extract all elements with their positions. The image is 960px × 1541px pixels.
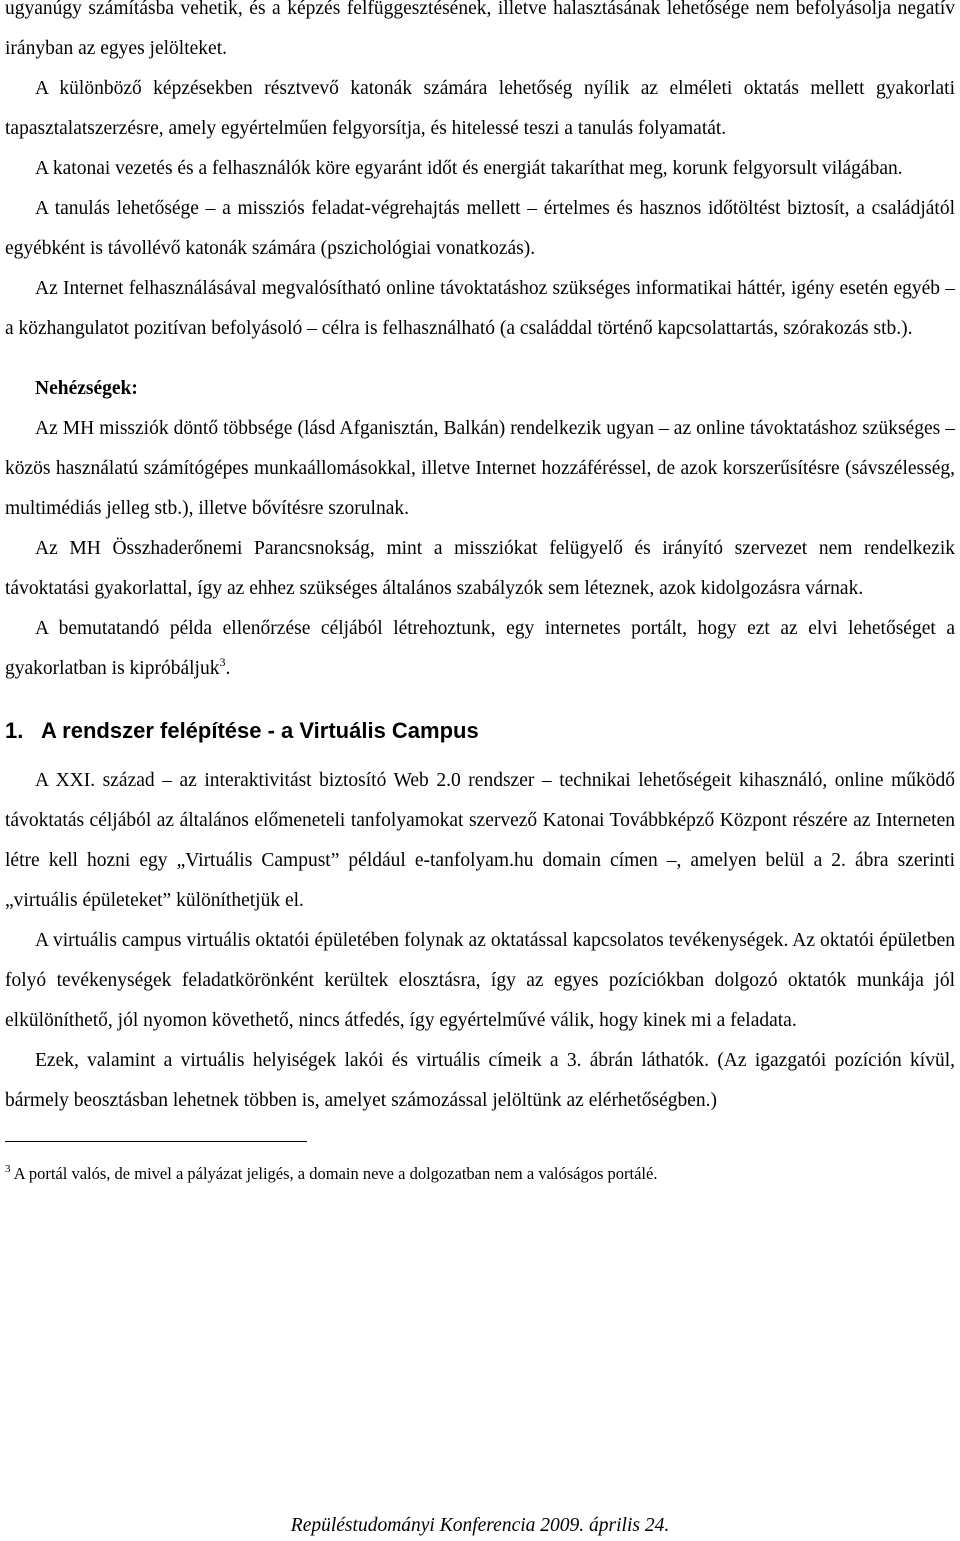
paragraph-mission-infrastructure: Az MH missziók döntő többsége (lásd Afganisztán, Balkán) rendelkezik ugyan – az online távoktatáshoz szükséges – közös használatú számítógépes munkaállomásokkal, illetve Internet hozzáféréssel, de azok korszerűsítésre (sávszélesség, multimédiás jelleg stb.), illetve bővítésre szorulnak. (5, 418, 955, 519)
footnote-marker: 3 (5, 1163, 11, 1175)
spacer (0, 349, 960, 369)
footnote-text: A portál valós, de mivel a pályázat jeligés, a domain neve a dolgozatban nem a valóságos portálé. (13, 1164, 658, 1183)
paragraph-time-saving: A katonai vezetés és a felhasználók köre egyaránt időt és energiát takaríthat meg, korunk felgyorsult világában. (35, 158, 903, 179)
section-title: A rendszer felépítése - a Virtuális Campus (41, 718, 479, 743)
example-end: . (225, 658, 231, 679)
difficulties-heading: Nehézségek: (35, 378, 138, 399)
section-heading (0, 711, 960, 751)
paragraph-learning-opportunity: A tanulás lehetősége – a missziós feladat-végrehajtás mellett – értelmes és hasznos időtöltést biztosít, a családjától egyébként is távollévő katonák számára (pszichológiai vonatkozás). (5, 198, 955, 259)
example-text: A bemutatandó példa ellenőrzése céljából létrehoztunk, egy internetes portált, hogy ezt az elvi lehetőséget a gyakorlatban is kipróbáljuk (5, 618, 955, 679)
paragraph-continued: ugyanúgy számításba vehetik, és a képzés felfüggesztésének, illetve halasztásának lehetősége nem befolyásolja negatív irányban az egyes jelölteket. (5, 0, 955, 59)
footnote (0, 1162, 960, 1186)
paragraph-virtual-campus: A XXI. század – az interaktivitást biztosító Web 2.0 rendszer – technikai lehetőségeit kihasználó, online működő távoktatás céljából az általános előmeneteli tanfolyamokat szervező Katonai Továbbképző Központ részére az Interneten létre kell hozni egy „Virtuális Campust” például e-tanfolyam.hu domain címen –, amelyen belül a 2. ábra szerinti „virtuális épületeket” különíthetjük el. (5, 770, 955, 911)
paragraph-internet-background: Az Internet felhasználásával megvalósítható online távoktatáshoz szükséges informatikai háttér, igény esetén egyéb – a közhangulatot pozitívan befolyásoló – célra is felhasználható (a családdal történő kapcsolattartás, szórakozás stb.). (5, 278, 955, 339)
footnote-divider (5, 1141, 307, 1142)
paragraph-teacher-building: A virtuális campus virtuális oktatói épületében folynak az oktatással kapcsolatos tevékenységek. Az oktatói épületben folyó tevékenységek feladatkörönként kerültek elosztásra, így az egyes pozíciókban dolgozó oktatók munkája jól elkülöníthető, jól nyomon követhető, nincs átfedés, így egyértelművé válik, hogy kinek mi a feladata. (5, 930, 955, 1031)
footnote-reference: 3 (219, 655, 226, 669)
paragraph-example-portal (0, 609, 960, 689)
paragraph-virtual-rooms: Ezek, valamint a virtuális helyiségek lakói és virtuális címeik a 3. ábrán láthatók. (Az igazgatói pozíción kívül, bármely beosztásban lehetnek többen is, amelyet számozással jelöltünk az elérhetőségben.) (5, 1050, 955, 1111)
paragraph-joint-command: Az MH Összhaderőnemi Parancsnokság, mint a missziókat felügyelő és irányító szervezet nem rendelkezik távoktatási gyakorlattal, így az ehhez szükséges általános szabályzók sem léteznek, azok kidolgozásra várnak. (5, 538, 955, 599)
paragraph-practical-experience: A különböző képzésekben résztvevő katonák számára lehetőség nyílik az elméleti oktatás mellett gyakorlati tapasztalatszerzésre, amely egyértelműen felgyorsítja, és hitelessé teszi a tanulás folyamatát. (5, 78, 955, 139)
page-footer: Repüléstudományi Konferencia 2009. április 24. (290, 1515, 670, 1536)
section-number: 1. (5, 718, 24, 743)
